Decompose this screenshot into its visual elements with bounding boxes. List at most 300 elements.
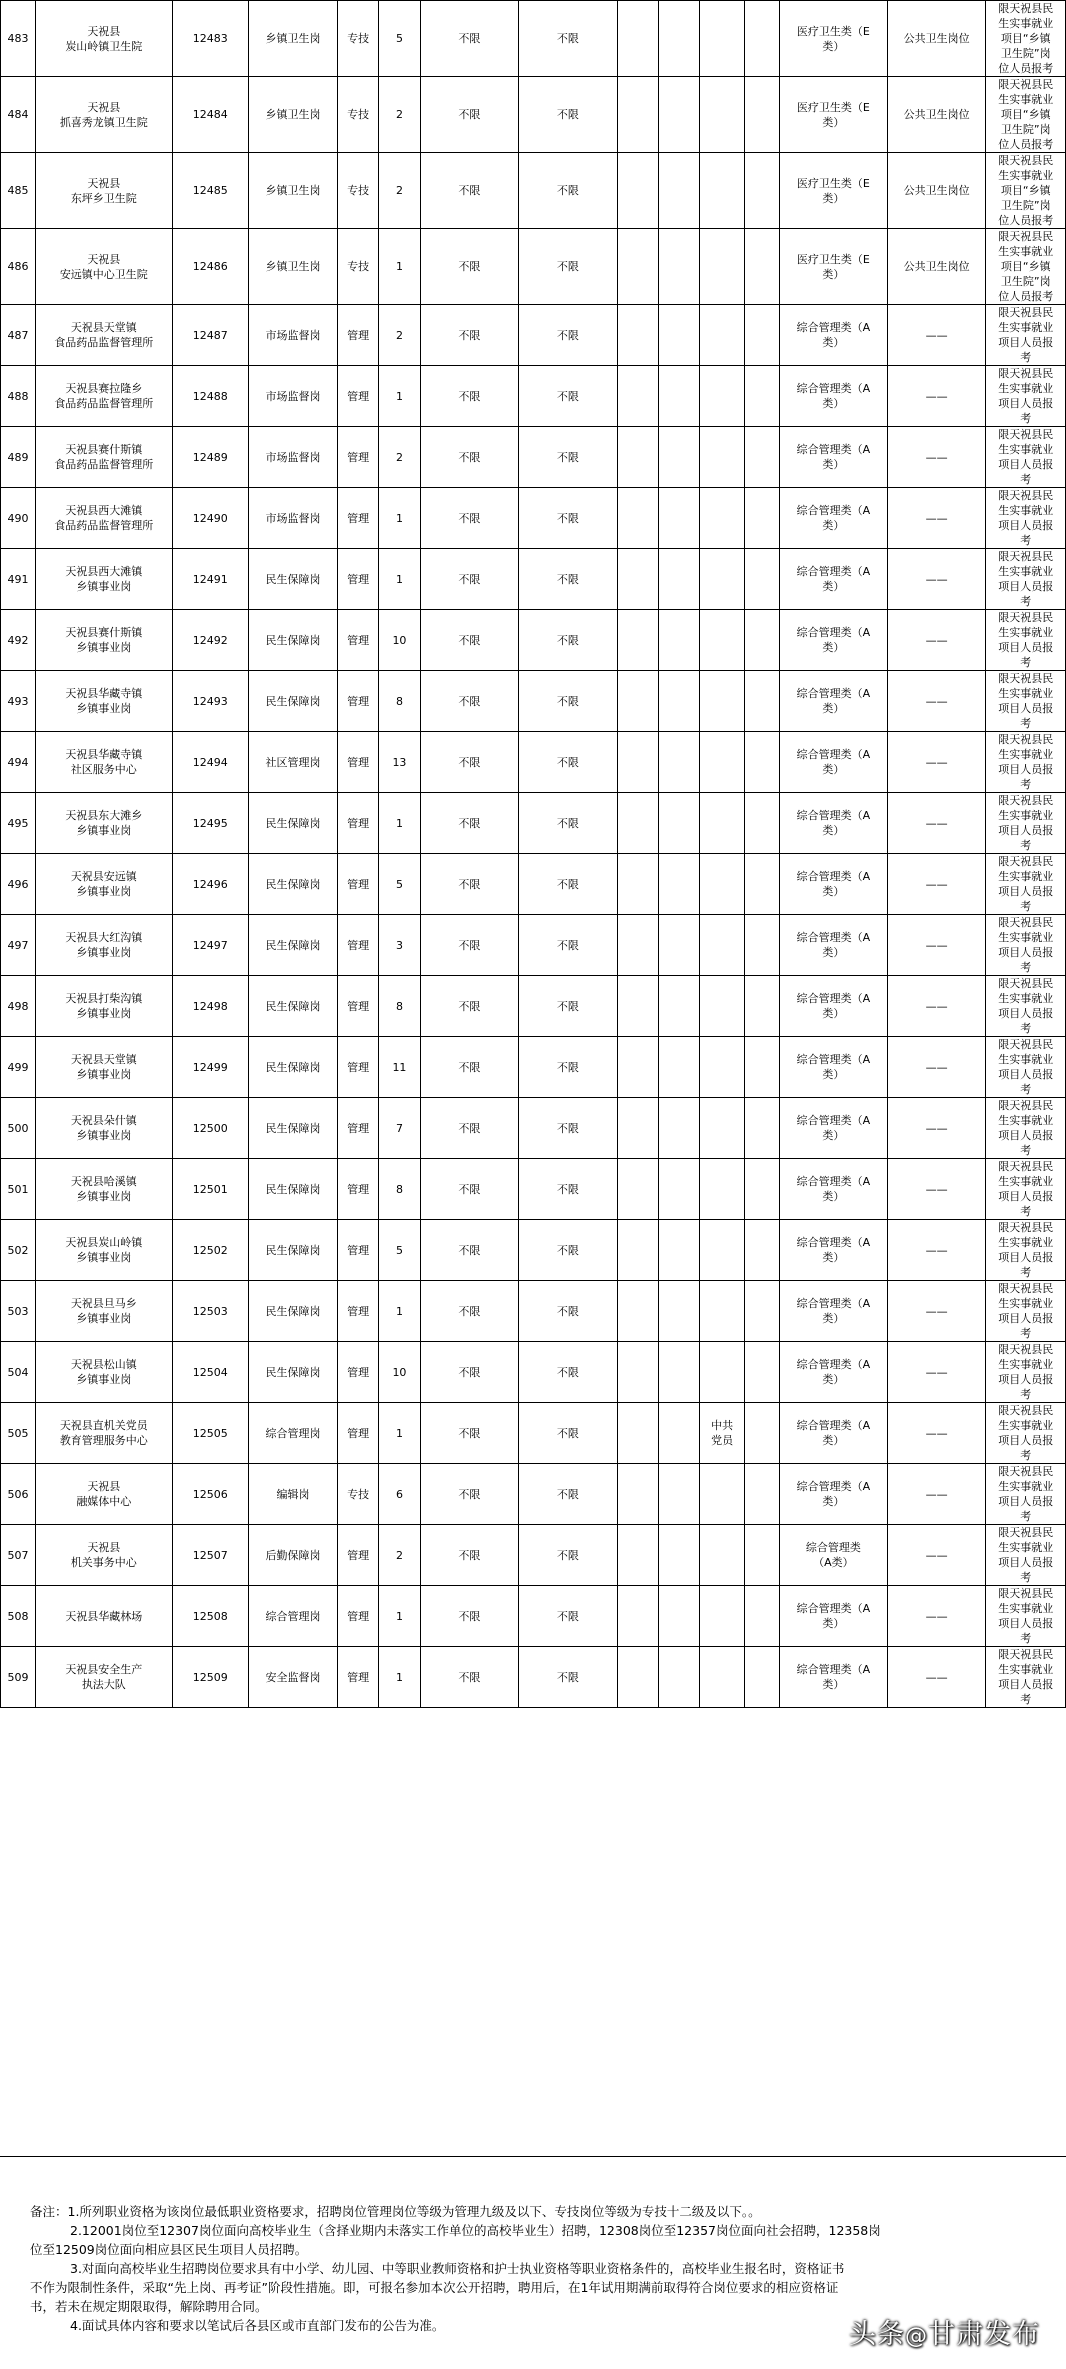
cell-post-code: 12491 [172, 549, 248, 610]
cell-headcount: 2 [379, 77, 420, 153]
cell-requirement: 不限 [519, 488, 618, 549]
cell-post-code: 12507 [172, 1525, 248, 1586]
cell-requirement [700, 366, 745, 427]
cell-requirement [617, 1037, 658, 1098]
table-row [1, 229, 1066, 305]
cell-seq-no: 504 [1, 1342, 36, 1403]
cell-requirement: 不限 [420, 229, 519, 305]
cell-requirement [659, 1403, 700, 1464]
table-row [1, 1464, 1066, 1525]
cell-requirement [744, 1464, 779, 1525]
cell-headcount: 3 [379, 915, 420, 976]
cell-requirement: 不限 [519, 854, 618, 915]
cell-requirement: 不限 [519, 549, 618, 610]
cell-requirement: 不限 [519, 1647, 618, 1708]
cell-requirement [744, 1159, 779, 1220]
table-row [1, 1525, 1066, 1586]
cell-post-type: 管理 [337, 305, 378, 366]
cell-exam-category: 综合管理类（A 类） [779, 732, 887, 793]
table-row [1, 1159, 1066, 1220]
cell-requirement [659, 488, 700, 549]
cell-unit: 天祝县 炭山岭镇卫生院 [35, 1, 172, 77]
cell-post-code: 12501 [172, 1159, 248, 1220]
cell-post-code: 12503 [172, 1281, 248, 1342]
table-row [1, 366, 1066, 427]
cell-exam-category: 医疗卫生类（E 类） [779, 1, 887, 77]
cell-exam-subcategory: —— [887, 427, 986, 488]
table-row [1, 732, 1066, 793]
cell-post-name: 民生保障岗 [248, 1098, 337, 1159]
cell-unit: 天祝县天堂镇 食品药品监督管理所 [35, 305, 172, 366]
cell-requirement [659, 229, 700, 305]
cell-exam-subcategory: 公共卫生岗位 [887, 1, 986, 77]
cell-headcount: 1 [379, 549, 420, 610]
cell-post-type: 管理 [337, 1525, 378, 1586]
footnote-line: 3.对面向高校毕业生招聘岗位要求具有中小学、幼儿园、中等职业教师资格和护士执业资格等职业资格条件的，高校毕业生报名时，资格证书 [70, 2261, 845, 2276]
cell-requirement [744, 732, 779, 793]
cell-requirement: 不限 [420, 1037, 519, 1098]
cell-unit: 天祝县华藏林场 [35, 1586, 172, 1647]
cell-requirement: 不限 [519, 915, 618, 976]
cell-post-name: 民生保障岗 [248, 915, 337, 976]
cell-requirement [700, 854, 745, 915]
cell-requirement: 不限 [420, 77, 519, 153]
cell-remarks: 限天祝县民 生实事就业 项目人员报 考 [986, 732, 1066, 793]
table-row [1, 427, 1066, 488]
cell-seq-no: 506 [1, 1464, 36, 1525]
cell-requirement [744, 229, 779, 305]
cell-unit: 天祝县 安远镇中心卫生院 [35, 229, 172, 305]
cell-post-type: 管理 [337, 915, 378, 976]
cell-requirement [744, 305, 779, 366]
cell-unit: 天祝县哈溪镇 乡镇事业岗 [35, 1159, 172, 1220]
cell-exam-category: 医疗卫生类（E 类） [779, 229, 887, 305]
cell-requirement [659, 1159, 700, 1220]
cell-post-name: 民生保障岗 [248, 671, 337, 732]
cell-headcount: 6 [379, 1464, 420, 1525]
cell-exam-category: 综合管理类（A 类） [779, 1037, 887, 1098]
cell-exam-category: 综合管理类（A 类） [779, 1220, 887, 1281]
cell-post-name: 综合管理岗 [248, 1586, 337, 1647]
cell-remarks: 限天祝县民 生实事就业 项目人员报 考 [986, 1586, 1066, 1647]
cell-requirement [659, 1037, 700, 1098]
cell-headcount: 8 [379, 1159, 420, 1220]
cell-unit: 天祝县朵什镇 乡镇事业岗 [35, 1098, 172, 1159]
cell-unit: 天祝县 机关事务中心 [35, 1525, 172, 1586]
cell-requirement [617, 1403, 658, 1464]
cell-requirement [617, 610, 658, 671]
cell-requirement [744, 1586, 779, 1647]
cell-remarks: 限天祝县民 生实事就业 项目人员报 考 [986, 1037, 1066, 1098]
cell-exam-category: 综合管理类（A 类） [779, 1281, 887, 1342]
cell-remarks: 限天祝县民 生实事就业 项目人员报 考 [986, 366, 1066, 427]
cell-exam-category: 综合管理类（A 类） [779, 1098, 887, 1159]
cell-requirement [659, 1098, 700, 1159]
cell-requirement [744, 1220, 779, 1281]
cell-requirement [617, 153, 658, 229]
table-row [1, 1281, 1066, 1342]
cell-requirement [617, 915, 658, 976]
cell-requirement: 中共 党员 [700, 1403, 745, 1464]
cell-seq-no: 502 [1, 1220, 36, 1281]
table-row [1, 854, 1066, 915]
cell-seq-no: 490 [1, 488, 36, 549]
cell-exam-category: 医疗卫生类（E 类） [779, 153, 887, 229]
cell-exam-subcategory: —— [887, 1281, 986, 1342]
cell-post-code: 12508 [172, 1586, 248, 1647]
cell-requirement [617, 854, 658, 915]
cell-unit: 天祝县华藏寺镇 乡镇事业岗 [35, 671, 172, 732]
cell-headcount: 1 [379, 1281, 420, 1342]
cell-requirement: 不限 [519, 153, 618, 229]
cell-seq-no: 492 [1, 610, 36, 671]
cell-exam-subcategory: —— [887, 1159, 986, 1220]
table-row [1, 1342, 1066, 1403]
cell-requirement [659, 976, 700, 1037]
cell-remarks: 限天祝县民 生实事就业 项目人员报 考 [986, 1525, 1066, 1586]
cell-requirement [617, 1342, 658, 1403]
cell-requirement: 不限 [519, 793, 618, 854]
cell-post-type: 管理 [337, 1403, 378, 1464]
cell-requirement [617, 1464, 658, 1525]
cell-requirement [744, 1403, 779, 1464]
cell-requirement: 不限 [519, 1, 618, 77]
source-watermark [849, 2312, 1040, 2351]
cell-requirement [659, 1525, 700, 1586]
cell-exam-subcategory: —— [887, 793, 986, 854]
cell-post-type: 专技 [337, 77, 378, 153]
cell-requirement [617, 1281, 658, 1342]
cell-requirement [659, 549, 700, 610]
cell-post-name: 民生保障岗 [248, 1281, 337, 1342]
cell-requirement [617, 305, 658, 366]
cell-exam-subcategory: —— [887, 305, 986, 366]
cell-requirement [659, 1, 700, 77]
cell-requirement [700, 793, 745, 854]
cell-headcount: 1 [379, 229, 420, 305]
cell-post-type: 管理 [337, 1586, 378, 1647]
cell-exam-subcategory: 公共卫生岗位 [887, 153, 986, 229]
cell-requirement [744, 976, 779, 1037]
cell-unit: 天祝县 抓喜秀龙镇卫生院 [35, 77, 172, 153]
cell-requirement [700, 915, 745, 976]
cell-headcount: 5 [379, 854, 420, 915]
cell-requirement [700, 1525, 745, 1586]
cell-post-type: 管理 [337, 610, 378, 671]
cell-requirement [744, 1342, 779, 1403]
cell-exam-category: 综合管理类（A 类） [779, 1647, 887, 1708]
cell-headcount: 1 [379, 1647, 420, 1708]
cell-post-type: 管理 [337, 854, 378, 915]
cell-requirement [617, 229, 658, 305]
cell-requirement: 不限 [420, 1220, 519, 1281]
cell-post-code: 12498 [172, 976, 248, 1037]
cell-requirement [744, 1037, 779, 1098]
cell-post-name: 乡镇卫生岗 [248, 229, 337, 305]
cell-post-type: 管理 [337, 1342, 378, 1403]
cell-requirement: 不限 [519, 1281, 618, 1342]
watermark-prefix: 头条 [849, 2319, 905, 2350]
cell-exam-category: 综合管理类（A 类） [779, 854, 887, 915]
cell-requirement [659, 610, 700, 671]
cell-seq-no: 496 [1, 854, 36, 915]
cell-unit: 天祝县直机关党员 教育管理服务中心 [35, 1403, 172, 1464]
cell-requirement: 不限 [420, 732, 519, 793]
cell-exam-subcategory: —— [887, 549, 986, 610]
cell-headcount: 1 [379, 1586, 420, 1647]
cell-post-code: 12495 [172, 793, 248, 854]
cell-remarks: 限天祝县民 生实事就业 项目人员报 考 [986, 1403, 1066, 1464]
cell-requirement [744, 671, 779, 732]
cell-post-type: 专技 [337, 229, 378, 305]
cell-requirement: 不限 [420, 1, 519, 77]
cell-requirement: 不限 [519, 1159, 618, 1220]
cell-requirement: 不限 [420, 671, 519, 732]
cell-requirement [700, 732, 745, 793]
cell-post-name: 乡镇卫生岗 [248, 1, 337, 77]
cell-requirement [700, 427, 745, 488]
cell-post-type: 管理 [337, 732, 378, 793]
cell-requirement: 不限 [519, 1037, 618, 1098]
cell-requirement [700, 153, 745, 229]
cell-exam-category: 综合管理类（A 类） [779, 427, 887, 488]
cell-seq-no: 503 [1, 1281, 36, 1342]
cell-requirement [659, 732, 700, 793]
cell-requirement [617, 366, 658, 427]
cell-requirement [659, 305, 700, 366]
cell-exam-subcategory: —— [887, 610, 986, 671]
cell-requirement [659, 427, 700, 488]
cell-requirement: 不限 [420, 549, 519, 610]
cell-post-name: 编辑岗 [248, 1464, 337, 1525]
table-row [1, 1, 1066, 77]
cell-requirement [659, 671, 700, 732]
cell-requirement [617, 1, 658, 77]
footnote-line: 不作为限制性条件，采取“先上岗、再考证”阶段性措施。即，可报名参加本次公开招聘，聘用后，在1年试用期满前取得符合岗位要求的相应资格证 [30, 2280, 839, 2295]
cell-post-name: 民生保障岗 [248, 1342, 337, 1403]
cell-post-code: 12492 [172, 610, 248, 671]
cell-remarks: 限天祝县民 生实事就业 项目人员报 考 [986, 1159, 1066, 1220]
cell-exam-subcategory: —— [887, 488, 986, 549]
table-row [1, 671, 1066, 732]
cell-unit: 天祝县炭山岭镇 乡镇事业岗 [35, 1220, 172, 1281]
cell-seq-no: 494 [1, 732, 36, 793]
cell-requirement [659, 366, 700, 427]
cell-unit: 天祝县打柴沟镇 乡镇事业岗 [35, 976, 172, 1037]
cell-headcount: 1 [379, 488, 420, 549]
cell-exam-category: 综合管理类（A 类） [779, 1403, 887, 1464]
cell-seq-no: 497 [1, 915, 36, 976]
table-row [1, 77, 1066, 153]
cell-requirement [744, 1098, 779, 1159]
cell-headcount: 1 [379, 366, 420, 427]
cell-seq-no: 501 [1, 1159, 36, 1220]
cell-requirement [700, 1647, 745, 1708]
cell-seq-no: 508 [1, 1586, 36, 1647]
cell-remarks: 限天祝县民 生实事就业 项目人员报 考 [986, 1464, 1066, 1525]
cell-post-type: 管理 [337, 549, 378, 610]
cell-requirement [700, 1342, 745, 1403]
cell-requirement: 不限 [420, 1586, 519, 1647]
cell-requirement: 不限 [420, 1281, 519, 1342]
table-row [1, 1098, 1066, 1159]
cell-requirement [744, 1281, 779, 1342]
cell-post-name: 民生保障岗 [248, 610, 337, 671]
cell-requirement [700, 1464, 745, 1525]
cell-seq-no: 499 [1, 1037, 36, 1098]
table-row [1, 1647, 1066, 1708]
table-row [1, 1220, 1066, 1281]
cell-headcount: 2 [379, 153, 420, 229]
cell-headcount: 11 [379, 1037, 420, 1098]
cell-exam-category: 综合管理类 （A类） [779, 1525, 887, 1586]
cell-requirement: 不限 [519, 1464, 618, 1525]
cell-post-code: 12509 [172, 1647, 248, 1708]
cell-requirement: 不限 [519, 1220, 618, 1281]
cell-requirement: 不限 [420, 1403, 519, 1464]
footnote-line: 备注：1.所列职业资格为该岗位最低职业资格要求，招聘岗位管理岗位等级为管理九级及以下、专技岗位等级为专技十二级及以下。。 [30, 2204, 761, 2219]
cell-post-name: 乡镇卫生岗 [248, 77, 337, 153]
cell-exam-category: 综合管理类（A 类） [779, 305, 887, 366]
cell-exam-subcategory: —— [887, 1403, 986, 1464]
cell-requirement: 不限 [519, 229, 618, 305]
cell-headcount: 2 [379, 305, 420, 366]
cell-post-name: 市场监督岗 [248, 488, 337, 549]
cell-requirement [700, 1159, 745, 1220]
watermark-at: @ [905, 2324, 928, 2349]
watermark-name: 甘肃发布 [928, 2319, 1040, 2350]
cell-seq-no: 483 [1, 1, 36, 77]
cell-requirement: 不限 [420, 427, 519, 488]
cell-post-type: 管理 [337, 1647, 378, 1708]
cell-exam-subcategory: 公共卫生岗位 [887, 77, 986, 153]
cell-unit: 天祝县旦马乡 乡镇事业岗 [35, 1281, 172, 1342]
cell-post-code: 12504 [172, 1342, 248, 1403]
cell-requirement: 不限 [519, 671, 618, 732]
cell-requirement: 不限 [519, 1342, 618, 1403]
cell-exam-subcategory: —— [887, 1220, 986, 1281]
cell-headcount: 2 [379, 427, 420, 488]
cell-requirement [700, 1281, 745, 1342]
cell-headcount: 7 [379, 1098, 420, 1159]
cell-unit: 天祝县松山镇 乡镇事业岗 [35, 1342, 172, 1403]
cell-post-name: 市场监督岗 [248, 366, 337, 427]
cell-requirement [744, 427, 779, 488]
cell-requirement [659, 1464, 700, 1525]
cell-exam-subcategory: —— [887, 915, 986, 976]
footnote-line: 4.面试具体内容和要求以笔试后各县区或市直部门发布的公告为准。 [70, 2318, 445, 2333]
cell-post-name: 市场监督岗 [248, 427, 337, 488]
cell-headcount: 5 [379, 1220, 420, 1281]
cell-requirement: 不限 [420, 610, 519, 671]
cell-exam-category: 综合管理类（A 类） [779, 1464, 887, 1525]
cell-post-code: 12500 [172, 1098, 248, 1159]
cell-requirement [700, 671, 745, 732]
cell-exam-subcategory: —— [887, 976, 986, 1037]
cell-requirement [617, 1525, 658, 1586]
cell-requirement: 不限 [420, 976, 519, 1037]
table-row [1, 976, 1066, 1037]
cell-exam-category: 综合管理类（A 类） [779, 976, 887, 1037]
cell-requirement [617, 671, 658, 732]
cell-requirement [700, 1586, 745, 1647]
cell-seq-no: 487 [1, 305, 36, 366]
cell-remarks: 限天祝县民 生实事就业 项目人员报 考 [986, 671, 1066, 732]
cell-requirement: 不限 [519, 610, 618, 671]
cell-remarks: 限天祝县民 生实事就业 项目人员报 考 [986, 1220, 1066, 1281]
cell-exam-subcategory: —— [887, 732, 986, 793]
cell-requirement [617, 1586, 658, 1647]
cell-requirement: 不限 [420, 153, 519, 229]
cell-requirement [617, 793, 658, 854]
cell-requirement: 不限 [519, 366, 618, 427]
cell-headcount: 8 [379, 976, 420, 1037]
cell-post-name: 市场监督岗 [248, 305, 337, 366]
cell-requirement [617, 1159, 658, 1220]
cell-requirement [700, 1037, 745, 1098]
cell-exam-category: 医疗卫生类（E 类） [779, 77, 887, 153]
cell-requirement: 不限 [420, 1098, 519, 1159]
table-row [1, 1586, 1066, 1647]
cell-post-name: 民生保障岗 [248, 854, 337, 915]
cell-post-type: 管理 [337, 793, 378, 854]
cell-requirement [744, 1647, 779, 1708]
cell-remarks: 限天祝县民 生实事就业 项目“乡镇 卫生院”岗 位人员报考 [986, 153, 1066, 229]
cell-headcount: 2 [379, 1525, 420, 1586]
cell-post-code: 12486 [172, 229, 248, 305]
cell-remarks: 限天祝县民 生实事就业 项目人员报 考 [986, 427, 1066, 488]
cell-post-name: 民生保障岗 [248, 1159, 337, 1220]
cell-remarks: 限天祝县民 生实事就业 项目人员报 考 [986, 793, 1066, 854]
cell-remarks: 限天祝县民 生实事就业 项目人员报 考 [986, 305, 1066, 366]
cell-headcount: 13 [379, 732, 420, 793]
cell-requirement [659, 1647, 700, 1708]
cell-remarks: 限天祝县民 生实事就业 项目人员报 考 [986, 854, 1066, 915]
cell-requirement: 不限 [519, 1525, 618, 1586]
cell-post-code: 12489 [172, 427, 248, 488]
cell-requirement [617, 549, 658, 610]
cell-requirement [744, 1, 779, 77]
cell-requirement [700, 549, 745, 610]
cell-seq-no: 505 [1, 1403, 36, 1464]
cell-requirement [659, 793, 700, 854]
cell-requirement [700, 305, 745, 366]
cell-requirement: 不限 [420, 366, 519, 427]
cell-requirement [659, 153, 700, 229]
cell-requirement: 不限 [420, 915, 519, 976]
cell-remarks: 限天祝县民 生实事就业 项目人员报 考 [986, 610, 1066, 671]
cell-requirement: 不限 [420, 305, 519, 366]
cell-post-code: 12483 [172, 1, 248, 77]
cell-seq-no: 493 [1, 671, 36, 732]
cell-requirement [659, 1342, 700, 1403]
cell-exam-subcategory: —— [887, 1525, 986, 1586]
cell-exam-category: 综合管理类（A 类） [779, 488, 887, 549]
cell-post-type: 管理 [337, 1159, 378, 1220]
cell-post-type: 专技 [337, 153, 378, 229]
cell-remarks: 限天祝县民 生实事就业 项目人员报 考 [986, 549, 1066, 610]
cell-exam-category: 综合管理类（A 类） [779, 915, 887, 976]
cell-seq-no: 489 [1, 427, 36, 488]
cell-requirement: 不限 [519, 77, 618, 153]
cell-requirement [617, 77, 658, 153]
cell-requirement: 不限 [420, 1525, 519, 1586]
cell-unit: 天祝县天堂镇 乡镇事业岗 [35, 1037, 172, 1098]
cell-unit: 天祝县安远镇 乡镇事业岗 [35, 854, 172, 915]
cell-exam-category: 综合管理类（A 类） [779, 1342, 887, 1403]
cell-remarks: 限天祝县民 生实事就业 项目“乡镇 卫生院”岗 位人员报考 [986, 77, 1066, 153]
cell-post-name: 安全监督岗 [248, 1647, 337, 1708]
